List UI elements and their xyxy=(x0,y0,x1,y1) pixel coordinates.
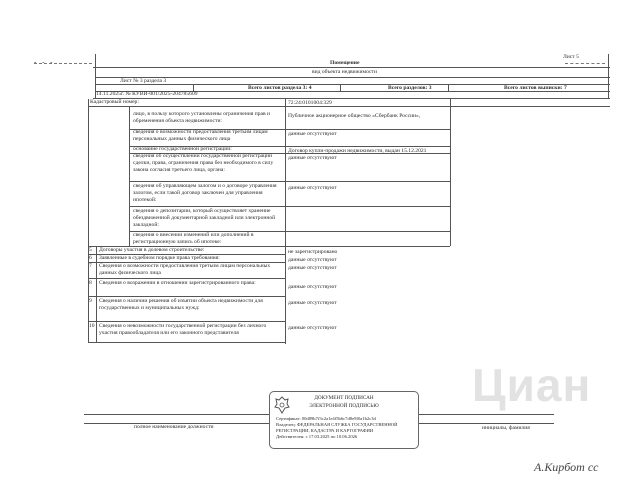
row-value: Публичное акционерное общество «Сбербанк России», xyxy=(288,113,421,119)
rule xyxy=(84,414,269,415)
row-value: данные отсутствуют xyxy=(288,155,337,161)
stamp-line2: ЭЛЕКТРОННОЙ ПОДПИСЬЮ xyxy=(309,403,379,409)
total-sections: Всего разделов: 3 xyxy=(388,85,432,91)
row-label: Договоры участия в долевом строительстве: xyxy=(99,247,205,253)
row-label: основание государственной регистрации: xyxy=(133,146,232,152)
row-label: Сведения о невозможности государственной регистрации без личного участия правообладателя или его законного представителя xyxy=(99,323,267,336)
row-label: сведения об управляющем залогом и о договоре управления залогом, если такой договор заключен для управления ипотекой: xyxy=(133,183,277,203)
rule xyxy=(88,296,285,297)
row-label: Заявленные в судебном порядке права требования: xyxy=(99,255,220,261)
sheet-label: Лист 5 xyxy=(563,54,579,60)
row-num: 5 xyxy=(89,247,92,253)
rule xyxy=(340,84,341,91)
initials-label: инициалы, фамилия xyxy=(482,425,530,431)
row-value: не зарегистрировано xyxy=(288,249,338,255)
sheet-of-section: Лист № 3 раздела 3 xyxy=(120,78,167,84)
row-value: данные отсутствуют xyxy=(288,300,337,306)
rule xyxy=(608,54,609,98)
row-value: данные отсутствуют xyxy=(288,265,337,271)
total-sheets: Всего листов выписки: 7 xyxy=(504,85,567,91)
cadastral-number: 72:24:0101004:329 xyxy=(288,100,332,106)
dash-line-left xyxy=(34,63,92,64)
rule xyxy=(417,423,554,424)
row-num: 7 xyxy=(89,263,92,269)
stamp-line5: РЕГИСТРАЦИИ, КАДАСТРА И КАРТОГРАФИИ xyxy=(276,428,374,433)
rule xyxy=(448,84,449,91)
rule xyxy=(93,98,610,99)
stamp-line3: Сертификат: 00d89b7f3c2a1e4f5b6c7d8e9f0a1b2c3d xyxy=(276,416,376,421)
row-num: 6 xyxy=(89,255,92,261)
rule xyxy=(96,246,97,342)
rule xyxy=(93,67,610,68)
rule xyxy=(88,342,285,343)
row-label: сведения о возможности предоставления третьим лицам персональных данных физического лица xyxy=(133,129,268,142)
rule xyxy=(88,278,285,279)
row-label: лицо, в пользу которого установлены ограничения прав и обременения объекта недвижимости: xyxy=(133,111,271,124)
doc-number: 14.11.2025г. № КУВИ-001/2025-204785609 xyxy=(96,91,198,97)
total-sheets-section: Всего листов раздела 3: 4 xyxy=(248,85,312,91)
rule xyxy=(88,321,285,322)
watermark: Циан xyxy=(472,359,592,411)
rule xyxy=(88,99,89,342)
row-label: Сведения о возражении в отношении зарегистрированного права: xyxy=(99,280,256,286)
e-signature-stamp xyxy=(269,391,419,449)
row-num: 9 xyxy=(89,298,92,304)
dash-marks: - - - xyxy=(34,58,55,66)
stamp-line1: ДОКУМЕНТ ПОДПИСАН xyxy=(314,395,374,401)
row-label: Сведения о наличии решения об изъятии объекта недвижимости для государственных и муниципальных нужд: xyxy=(99,298,263,311)
rule xyxy=(193,84,194,91)
rule xyxy=(450,99,451,246)
row-value: данные отсутствуют xyxy=(288,257,337,263)
title-line1: Помещение xyxy=(330,60,360,66)
rule xyxy=(88,106,610,107)
row-value: данные отсутствуют xyxy=(288,185,337,191)
rule xyxy=(129,106,130,247)
row-value: Договор купли-продажи недвижимости, выдан 15.12.2021 xyxy=(288,148,427,154)
row-label: сведения об осуществлении государственной регистрации сделки, права, ограничения права без необходимого в силу закона согласия третьего лица, органа: xyxy=(133,153,274,173)
position-label: полное наименование должности xyxy=(134,424,214,430)
rule xyxy=(417,414,554,415)
row-num: 10 xyxy=(89,323,95,329)
row-label: сведения о внесении изменений или дополнений в регистрационную запись об ипотеке: xyxy=(133,232,254,245)
row-value: данные отсутствуют xyxy=(288,284,337,290)
row-num: 8 xyxy=(89,280,92,286)
rule xyxy=(285,99,286,344)
row-value: данные отсутствуют xyxy=(288,131,337,137)
handwritten-signature: А.Кирбот сс xyxy=(534,460,599,474)
rule xyxy=(129,181,450,182)
stamp-line4: Владелец: ФЕДЕРАЛЬНАЯ СЛУЖБА ГОСУДАРСТВЕННОЙ xyxy=(276,422,398,427)
dash-line-right xyxy=(565,63,605,64)
row-label: Сведения о возможности предоставления третьим лицам персональных данных физического лица xyxy=(99,263,271,276)
row-value: данные отсутствуют xyxy=(288,325,337,331)
stamp-line6: Действителен: с 17.03.2025 по 10.06.2026 xyxy=(276,434,358,439)
row-label: сведения о депозитарии, который осуществляет хранение обездвиженной документарной закладной или электронной закладной: xyxy=(133,208,276,228)
title-line2: вид объекта недвижимости xyxy=(312,69,377,75)
rule xyxy=(129,206,450,207)
rule xyxy=(95,77,610,78)
cadastral-label: Кадастровый номер: xyxy=(90,99,139,105)
